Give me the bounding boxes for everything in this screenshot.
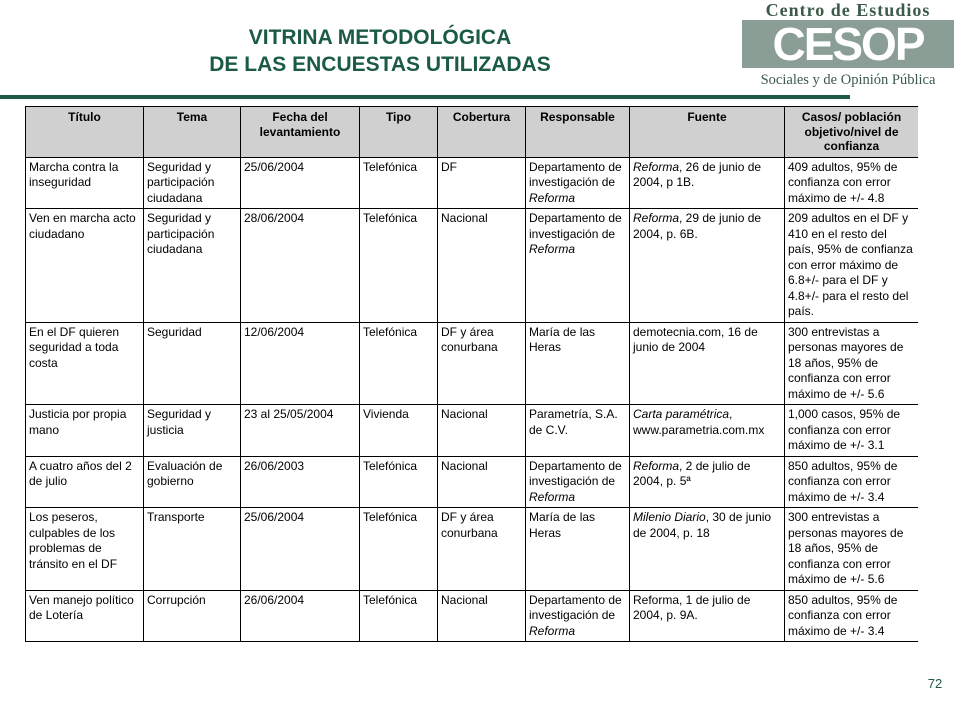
page-title-line2: DE LAS ENCUESTAS UTILIZADAS <box>209 53 551 76</box>
header-cobertura: Cobertura <box>438 107 526 158</box>
survey-table <box>25 106 918 642</box>
responsable-italic: Reforma <box>529 623 576 638</box>
cell-responsable <box>526 209 630 323</box>
header-tipo: Tipo <box>360 107 438 158</box>
cesop-logo <box>736 0 960 100</box>
cell-fuente <box>630 209 785 323</box>
cell-fuente <box>630 590 785 642</box>
cell-fuente <box>630 157 785 209</box>
cell-cobertura: Nacional <box>438 590 526 642</box>
cell-responsable <box>526 508 630 591</box>
responsable-italic: Reforma <box>529 242 576 256</box>
cell-cobertura: Nacional <box>438 209 526 323</box>
logo-bottom-text: Sociales y de Opinión Pública <box>760 72 936 88</box>
cell-titulo: Ven en marcha acto ciudadano <box>26 209 144 323</box>
table-row <box>26 209 919 323</box>
cell-casos: 1,000 casos, 95% de confianza con error máximo de +/- 3.1 <box>785 405 919 457</box>
cell-tema: Corrupción <box>144 590 241 642</box>
page-number: 72 <box>927 676 943 691</box>
cell-tema: Transporte <box>144 508 241 591</box>
survey-table-container <box>25 106 918 720</box>
header-titulo: Título <box>26 107 144 158</box>
responsable-text: María de las Heras <box>529 324 596 354</box>
title-divider <box>0 95 850 99</box>
cell-fuente <box>630 508 785 591</box>
cell-cobertura: Nacional <box>438 456 526 508</box>
header-casos: Casos/ población objetivo/nivel de confianza <box>785 107 919 158</box>
cell-responsable <box>526 405 630 457</box>
logo-mark-text: CESOP <box>772 18 924 70</box>
cell-fecha: 26/06/2004 <box>241 590 360 642</box>
fuente-italic: Reforma <box>633 211 680 225</box>
cell-tipo: Telefónica <box>360 157 438 209</box>
fuente-italic: Milenio Diario <box>633 510 706 524</box>
fuente-text: , 29 de junio de 2004, p. 6B. <box>633 211 762 241</box>
table-row <box>26 508 919 591</box>
cell-tema: Seguridad y participación ciudadana <box>144 157 241 209</box>
fuente-italic: Reforma <box>633 159 680 174</box>
cell-cobertura: DF y área conurbana <box>438 322 526 405</box>
cell-fecha: 26/06/2003 <box>241 456 360 508</box>
cell-tema: Evaluación de gobierno <box>144 456 241 508</box>
logo-mark <box>742 20 954 68</box>
table-row <box>26 322 919 405</box>
header-responsable: Responsable <box>526 107 630 158</box>
page-title <box>130 24 630 78</box>
cell-tipo: Vivienda <box>360 405 438 457</box>
fuente-text: , www.parametria.com.mx <box>633 407 765 437</box>
cell-cobertura: DF y área conurbana <box>438 508 526 591</box>
cell-titulo: Marcha contra la inseguridad <box>26 157 144 209</box>
cell-tipo: Telefónica <box>360 508 438 591</box>
cell-casos: 209 adultos en el DF y 410 en el resto del país, 95% de confianza con error máximo de 6.8+/- para el DF y 4.8+/- para el resto del país. <box>785 209 919 323</box>
table-header-row <box>26 107 919 158</box>
cell-tipo: Telefónica <box>360 322 438 405</box>
table-row <box>26 157 919 209</box>
cell-casos: 300 entrevistas a personas mayores de 18 años, 95% de confianza con error máximo de +/- 5.6 <box>785 508 919 591</box>
cell-fuente <box>630 405 785 457</box>
cell-casos: 409 adultos, 95% de confianza con error máximo de +/- 4.8 <box>785 157 919 209</box>
responsable-italic: Reforma <box>529 190 576 205</box>
table-row <box>26 405 919 457</box>
cell-fuente <box>630 322 785 405</box>
cell-fecha: 28/06/2004 <box>241 209 360 323</box>
responsable-text: Departamento de investigación de <box>529 458 622 488</box>
responsable-text: Parametría, S.A. de C.V. <box>529 407 618 437</box>
page-title-line1: VITRINA METODOLÓGICA <box>248 26 512 49</box>
responsable-text: Departamento de investigación de <box>529 159 622 189</box>
cell-fecha: 23 al 25/05/2004 <box>241 405 360 457</box>
cell-cobertura: DF <box>438 157 526 209</box>
responsable-text: Departamento de investigación de <box>529 592 622 622</box>
cell-titulo: Ven manejo político de Lotería <box>26 590 144 642</box>
cell-responsable <box>526 590 630 642</box>
header-fuente: Fuente <box>630 107 785 158</box>
cell-titulo: Los peseros, culpables de los problemas de tránsito en el DF <box>26 508 144 591</box>
cell-cobertura: Nacional <box>438 405 526 457</box>
cell-titulo: En el DF quieren seguridad a toda costa <box>26 322 144 405</box>
fuente-text: , 2 de julio de 2004, p. 5ª <box>633 458 751 488</box>
table-row <box>26 456 919 508</box>
fuente-text: , 30 de junio de 2004, p. 18 <box>633 510 772 540</box>
cell-tipo: Telefónica <box>360 456 438 508</box>
cell-casos: 850 adultos, 95% de confianza con error máximo de +/- 3.4 <box>785 456 919 508</box>
table-row <box>26 590 919 642</box>
cell-responsable <box>526 322 630 405</box>
fuente-text: , 26 de junio de 2004, p 1B. <box>633 159 762 189</box>
fuente-text: Reforma, 1 de julio de 2004, p. 9A. <box>633 592 751 622</box>
cell-titulo: Justicia por propia mano <box>26 405 144 457</box>
cell-tema: Seguridad <box>144 322 241 405</box>
responsable-text: Departamento de investigación de <box>529 211 622 241</box>
cell-fuente <box>630 456 785 508</box>
responsable-italic: Reforma <box>529 489 576 504</box>
logo-top-text: Centro de Estudios <box>765 0 931 20</box>
cell-responsable <box>526 157 630 209</box>
cell-tema: Seguridad y justicia <box>144 405 241 457</box>
responsable-text: María de las Heras <box>529 510 596 540</box>
cell-tipo: Telefónica <box>360 590 438 642</box>
cell-fecha: 12/06/2004 <box>241 322 360 405</box>
cell-casos: 850 adultos, 95% de confianza con error máximo de +/- 3.4 <box>785 590 919 642</box>
fuente-italic: Carta paramétrica <box>633 407 730 421</box>
cell-tema: Seguridad y participación ciudadana <box>144 209 241 323</box>
header-tema: Tema <box>144 107 241 158</box>
header-fecha: Fecha del levantamiento <box>241 107 360 158</box>
cell-fecha: 25/06/2004 <box>241 508 360 591</box>
cell-tipo: Telefónica <box>360 209 438 323</box>
cell-titulo: A cuatro años del 2 de julio <box>26 456 144 508</box>
cell-casos: 300 entrevistas a personas mayores de 18 años, 95% de confianza con error máximo de +/- 5.6 <box>785 322 919 405</box>
fuente-text: demotecnia.com, 16 de junio de 2004 <box>633 324 758 354</box>
cell-responsable <box>526 456 630 508</box>
fuente-italic: Reforma <box>633 458 680 473</box>
cell-fecha: 25/06/2004 <box>241 157 360 209</box>
